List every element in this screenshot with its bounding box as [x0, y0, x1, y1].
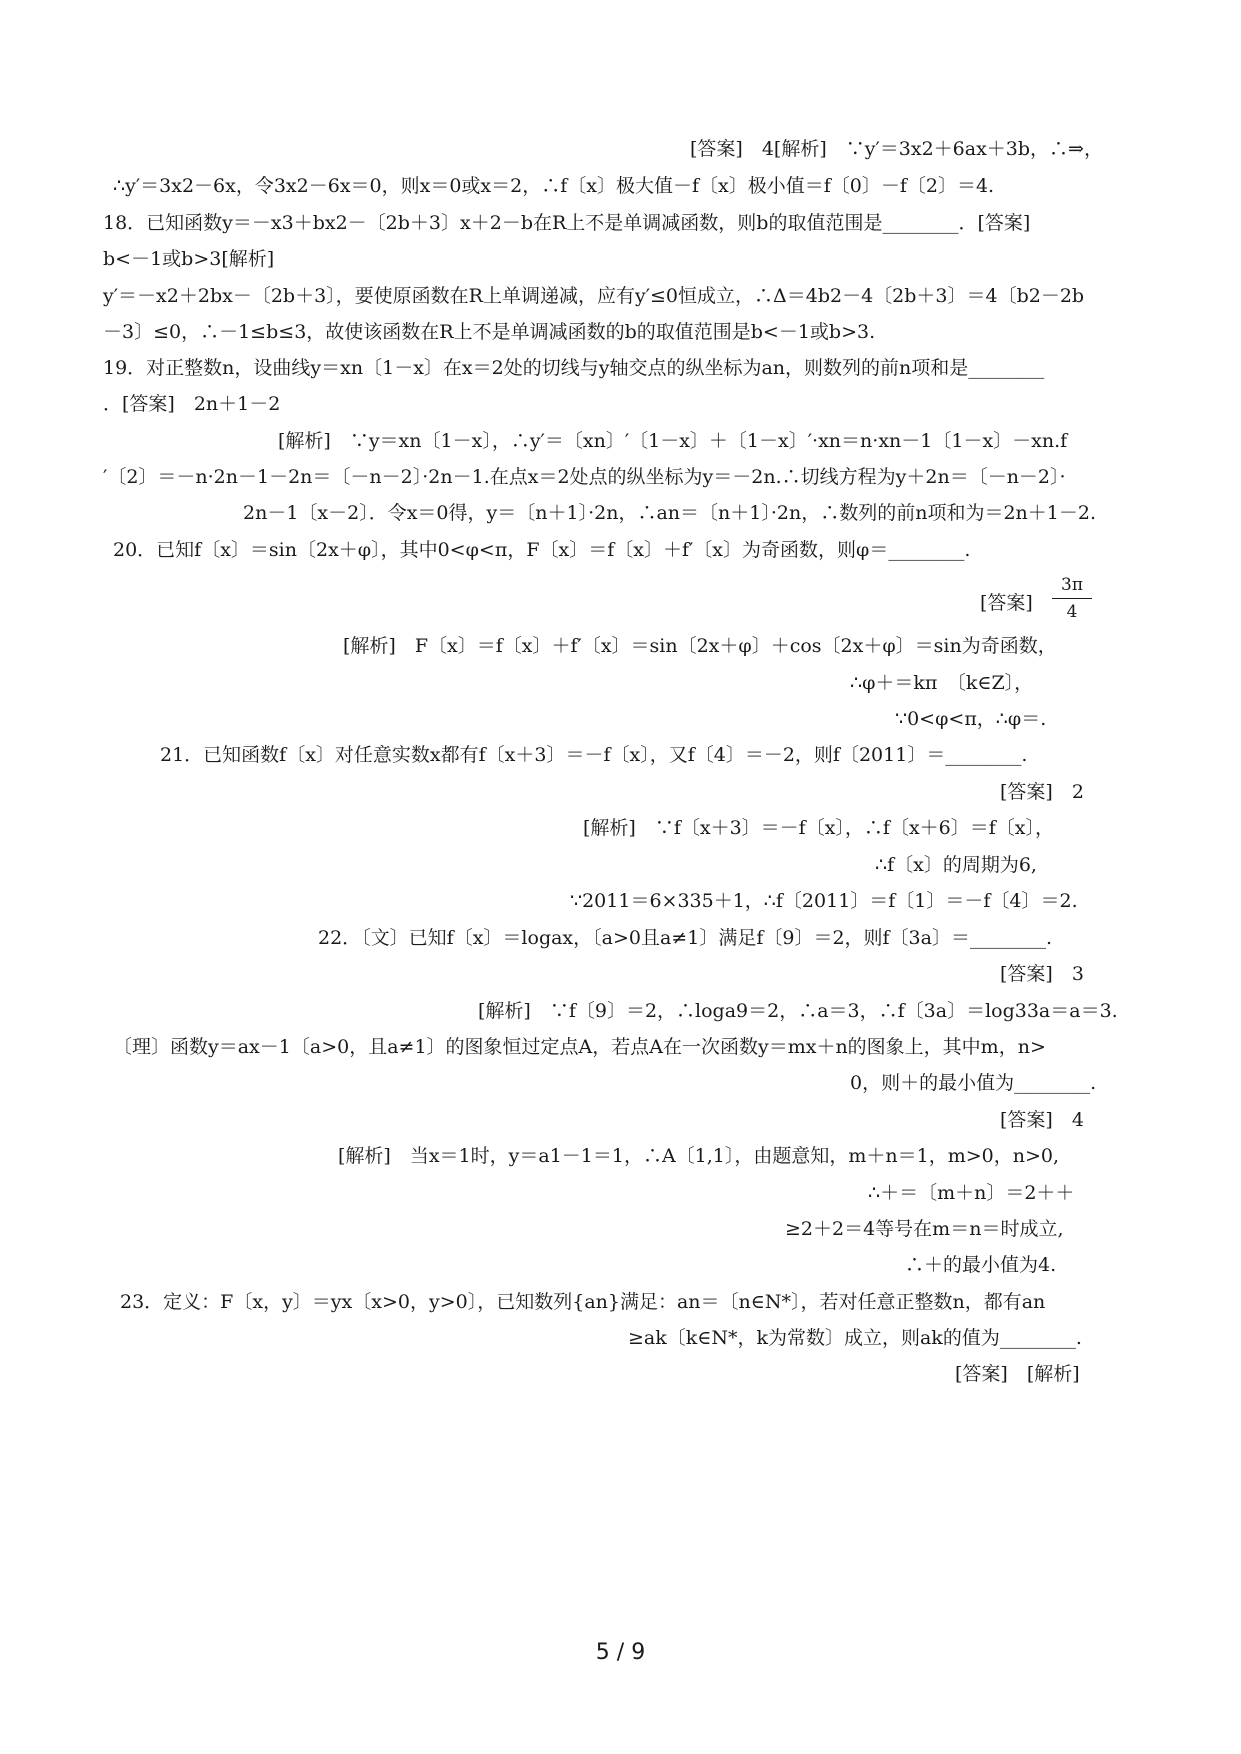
text-line: ∵0<φ<π，∴φ＝. [895, 708, 1047, 730]
text-line: 0，则＋的最小值为________. [850, 1072, 1097, 1094]
text-line: ∴＋＝〔m＋n〕＝2＋＋ [868, 1182, 1075, 1204]
text-line: [答案] 2 [1000, 781, 1084, 803]
text-line: [答案] 4 [1000, 1109, 1084, 1131]
question-19: 19．对正整数n，设曲线y＝xn〔1－x〕在x＝2处的切线与y轴交点的纵坐标为an，则数列的前n项和是________ [103, 357, 1045, 379]
question-23: 23．定义：F〔x，y〕＝yx〔x>0，y>0〕，已知数列{an}满足：an＝〔n∈N*〕，若对任意正整数n，都有an [120, 1291, 1046, 1313]
text-line: 〔理〕函数y＝ax－1〔a>0，且a≠1〕的图象恒过定点A，若点A在一次函数y＝mx＋n的图象上，其中m，n> [113, 1036, 1046, 1058]
text-line: [解析] 当x＝1时，y＝a1－1＝1，∴A〔1,1〕，由题意知，m＋n＝1，m>0，n>0, [338, 1145, 1060, 1167]
text-line: b<－1或b>3[解析] [103, 248, 275, 270]
question-21: 21．已知函数f〔x〕对任意实数x都有f〔x＋3〕＝－f〔x〕，又f〔4〕＝－2，则f〔2011〕＝________. [160, 744, 1028, 766]
question-22: 22．〔文〕已知f〔x〕＝logax，〔a>0且a≠1〕满足f〔9〕＝2，则f〔3a〕＝________. [318, 927, 1053, 949]
text-line: [解析] ∵f〔9〕＝2，∴loga9＝2，∴a＝3，∴f〔3a〕＝log33a＝a＝3. [478, 1000, 1118, 1022]
page-number: 5 / 9 [595, 1640, 646, 1665]
text-line: ∴f〔x〕的周期为6, [875, 854, 1037, 876]
text-line: [答案] 3 [1000, 963, 1084, 985]
text-line: [解析] ∵y＝xn〔1－x〕，∴y′＝〔xn〕′〔1－x〕＋〔1－x〕′·xn＝n·xn－1〔1－x〕－xn.f [278, 430, 1068, 452]
answer-label: [答案] [980, 592, 1033, 614]
text-line: ．[答案] 2n＋1－2 [103, 393, 281, 415]
fraction-numerator: 3π [1052, 574, 1092, 599]
text-line: ∴＋的最小值为4. [905, 1254, 1057, 1276]
answer-fraction [1052, 574, 1092, 623]
text-line: 2n－1〔x－2〕．令x＝0得，y＝〔n＋1〕·2n，∴an＝〔n＋1〕·2n，∴数列的前n项和为＝2n＋1－2. [243, 502, 1096, 524]
text-line: ∵2011＝6×335＋1，∴f〔2011〕＝f〔1〕＝－f〔4〕＝2. [570, 890, 1078, 912]
text-line: ∴y′＝3x2－6x，令3x2－6x＝0，则x＝0或x＝2，∴f〔x〕极大值－f〔x〕极小值＝f〔0〕－f〔2〕＝4. [113, 175, 995, 197]
text-line: ′〔2〕＝－n·2n－1－2n＝〔－n－2〕·2n－1.在点x＝2处点的纵坐标为y＝－2n.∴切线方程为y＋2n＝〔－n－2〕· [103, 466, 1066, 488]
text-line: [答案] [解析] [955, 1363, 1080, 1385]
text-line: [答案] 4[解析] ∵y′＝3x2＋6ax＋3b，∴⇒， [690, 138, 1103, 160]
text-line: [解析] F〔x〕＝f〔x〕＋f′〔x〕＝sin〔2x＋φ〕＋cos〔2x＋φ〕＝sin为奇函数， [343, 635, 1057, 657]
text-line: －3〕≤0，∴－1≤b≤3，故使该函数在R上不是单调减函数的b的取值范围是b<－1或b>3. [103, 321, 876, 343]
text-line: ≥ak〔k∈N*，k为常数〕成立，则ak的值为________. [628, 1327, 1082, 1349]
text-line: ∴φ＋＝kπ 〔k∈Z〕， [850, 672, 1034, 694]
text-line: ≥2＋2＝4等号在m＝n＝时成立, [785, 1218, 1064, 1240]
question-20: 20．已知f〔x〕＝sin〔2x＋φ〕，其中0<φ<π，F〔x〕＝f〔x〕＋f′〔x〕为奇函数，则φ＝________. [113, 539, 971, 561]
text-line: [解析] ∵f〔x＋3〕＝－f〔x〕，∴f〔x＋6〕＝f〔x〕， [583, 817, 1054, 839]
question-18: 18．已知函数y＝－x3＋bx2－〔2b＋3〕x＋2－b在R上不是单调减函数，则b的取值范围是________．[答案] [103, 212, 1031, 234]
text-line: y′＝－x2＋2bx－〔2b＋3〕，要使原函数在R上单调递减，应有y′≤0恒成立，∴Δ＝4b2－4〔2b＋3〕＝4〔b2－2b [103, 285, 1085, 307]
fraction-denominator: 4 [1066, 602, 1078, 622]
